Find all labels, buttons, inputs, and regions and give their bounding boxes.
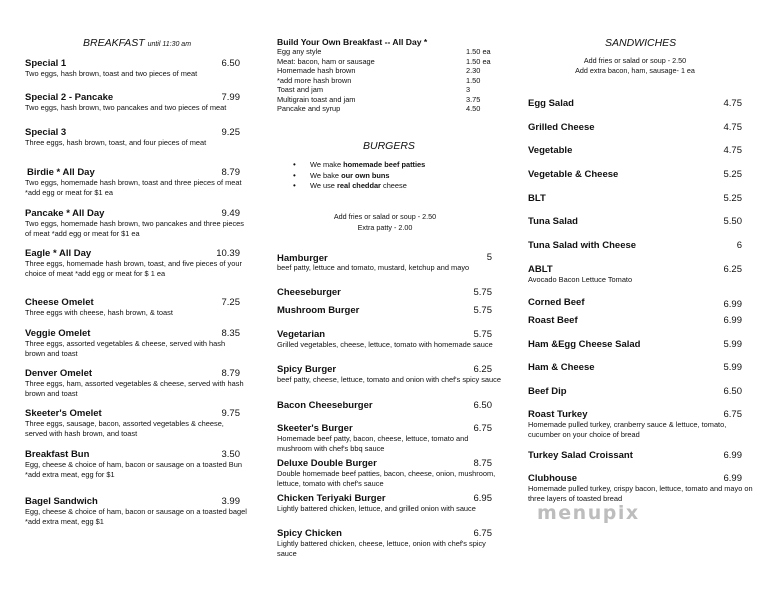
menu-item-name: Birdie * All Day [27, 167, 95, 178]
menu-item-name: Egg Salad [528, 98, 574, 109]
menu-item-price: 6.99 [723, 315, 742, 326]
menu-item-name: Cheese Omelet [25, 297, 94, 308]
build-row-price: 1.50 [466, 75, 481, 85]
menu-item-desc: beef patty, lettuce and tomato, mustard, ketchup and mayo [277, 263, 470, 272]
menu-item-name: Corned Beef [528, 297, 585, 308]
menu-item-name: BLT [528, 193, 546, 204]
menu-item-price: 8.79 [221, 167, 240, 178]
menu-item-price: 9.49 [221, 208, 240, 219]
burgers-feature-list [293, 160, 425, 192]
build-row-price: 1.50 ea [466, 47, 491, 56]
menu-item-price: 6.99 [723, 299, 742, 310]
menu-item-name: Special 3 [25, 127, 67, 138]
menu-item-price: 5.25 [723, 169, 742, 180]
build-row-label: Pancake and syrup [277, 104, 341, 113]
build-row-label: Meat: bacon, ham or sausage [277, 56, 375, 66]
menu-item-name: Bacon Cheeseburger [277, 400, 373, 411]
menu-item-desc: Three eggs, homemade hash brown, toast, and five pieces of your choice of meat *add egg or meat for $ 1 ea [25, 259, 242, 278]
menu-item-price: 5.25 [723, 193, 742, 204]
menu-item-desc: Three eggs, assorted vegetables & cheese, served with hash brown and toast [25, 339, 226, 358]
menu-item-desc: Two eggs, hash brown, toast and two pieces of meat [25, 69, 198, 78]
menu-item-name: Grilled Cheese [528, 122, 595, 133]
menu-item-price: 4.75 [723, 122, 742, 133]
menu-item-name: Breakfast Bun [25, 449, 90, 460]
menu-item-name: Spicy Burger [277, 364, 337, 375]
menu-item-desc: Homemade beef patty, bacon, cheese, lettuce, tomato and mushroom with chef's bbq sauce [277, 434, 469, 453]
build-row-label: Homemade hash brown [277, 66, 356, 75]
menu-item-desc: Two eggs, homemade hash brown, two pancakes and three pieces of meat *add egg or meat for $1 ea [25, 219, 244, 238]
menu-item-name: Vegetable & Cheese [528, 169, 619, 180]
menu-item-name: Vegetarian [277, 329, 326, 340]
menu-item-desc: Lightly battered chicken, lettuce, and grilled onion with sauce [277, 504, 476, 513]
build-row-price: 1.50 ea [466, 56, 491, 66]
menu-item-price: 6 [736, 240, 742, 251]
menu-item-price: 6.25 [473, 364, 492, 375]
menu-item-price: 7.25 [221, 297, 240, 308]
menu-item-name: Tuna Salad with Cheese [528, 240, 637, 251]
build-row-label: *add more hash brown [277, 75, 352, 85]
menu-item-price: 8.35 [221, 328, 240, 339]
menu-item-name: Clubhouse [528, 473, 578, 484]
menu-item-name: Denver Omelet [25, 368, 93, 379]
menu-item-name: ABLT [528, 264, 553, 275]
menu-item-name: Roast Beef [528, 315, 578, 326]
menu-item-price: 6.99 [723, 473, 742, 484]
menu-item-desc: Three eggs, hash brown, toast, and four pieces of meat [25, 138, 207, 147]
watermark-logo: menupix [537, 502, 640, 524]
menu-item-price: 6.95 [473, 493, 492, 504]
build-row-price: 4.50 [466, 104, 481, 113]
menu-item-price: 5.75 [473, 305, 492, 316]
menu-item-price: 8.79 [221, 368, 240, 379]
menu-item-name: Bagel Sandwich [25, 496, 98, 507]
menu-item-price: 6.50 [473, 400, 492, 411]
menu-item-name: Special 2 - Pancake [25, 92, 114, 103]
menu-item-price: 6.75 [473, 528, 492, 539]
menu-item-price: 8.75 [473, 458, 492, 469]
menu-item-price: 3.99 [221, 496, 240, 507]
menu-item-desc: Double homemade beef patties, bacon, cheese, onion, mushroom, lettuce, tomato with chef's sauce [277, 469, 496, 488]
menu-item-price: 4.75 [723, 98, 742, 109]
menu-item-price: 9.25 [221, 127, 240, 138]
menu-item-name: Special 1 [25, 58, 67, 69]
build-row-price: 3 [466, 85, 471, 94]
feature-bullet: • We make homemade beef patties [293, 160, 425, 171]
menu-item-name: Vegetable [528, 145, 573, 156]
menu-item-price: 5.99 [723, 339, 742, 350]
feature-bullet: • We use real cheddar cheese [293, 181, 425, 192]
menu-item-price: 5.75 [473, 329, 492, 340]
menu-item-desc: Egg, cheese & choice of ham, bacon or sausage on a toasted bagel *add extra meat, egg $1 [25, 507, 247, 526]
breakfast-title: BREAKFAST until 11:30 am [83, 37, 192, 49]
menu-item-price: 5.75 [473, 287, 492, 298]
menu-item-name: Cheeseburger [277, 287, 341, 298]
menu-item-price: 6.99 [723, 450, 742, 461]
menu-item-desc: Homemade pulled turkey, crispy bacon, lettuce, tomato and mayo on three layers of toasted bread [528, 484, 753, 503]
menu-item-name: Ham & Cheese [528, 362, 595, 373]
menu-item-name: Hamburger [277, 253, 328, 264]
menu-item-desc: Two eggs, homemade hash brown, toast and three pieces of meat *add egg or meat for $1 ea [25, 178, 242, 197]
menu-item-price: 3.50 [221, 449, 240, 460]
menu-item-price: 6.25 [723, 264, 742, 275]
menu-item-price: 6.50 [723, 386, 742, 397]
menu-item-name: Tuna Salad [528, 216, 578, 227]
menu-item-desc: Grilled vegetables, cheese, lettuce, tomato with homemade sauce [277, 340, 493, 349]
menu-item-price: 6.75 [473, 423, 492, 434]
menu-item-name: Mushroom Burger [277, 305, 360, 316]
feature-bullet: • We bake our own buns [293, 171, 425, 182]
build-row-price: 3.75 [466, 94, 481, 104]
menu-item-price: 4.75 [723, 145, 742, 156]
burgers-note: Add fries or salad or soup - 2.50 Extra patty - 2.00 [333, 212, 437, 232]
menu-item-price: 10.39 [216, 248, 240, 259]
build-row-price: 2.30 [466, 66, 481, 75]
build-row-label: Toast and jam [277, 85, 324, 94]
menu-item-price: 5.50 [723, 216, 742, 227]
menu-item-desc: Two eggs, hash brown, two pancakes and two pieces of meat [25, 103, 227, 112]
menu-item-price: 6.75 [723, 409, 742, 420]
build-row-label: Egg any style [277, 47, 322, 56]
menu-item-name: Skeeter's Burger [277, 423, 353, 434]
menu-item-desc: Homemade pulled turkey, cranberry sauce & lettuce, tomato, cucumber on your choice of bread [528, 420, 727, 439]
menu-item-name: Ham &Egg Cheese Salad [528, 339, 641, 350]
menu-item-price: 9.75 [221, 408, 240, 419]
menu-item-price: 5.99 [723, 362, 742, 373]
menu-item-desc: Three eggs, ham, assorted vegetables & cheese, served with hash brown and toast [25, 379, 244, 398]
menu-item-name: Chicken Teriyaki Burger [277, 493, 386, 504]
burgers-title: BURGERS [363, 140, 415, 152]
menu-item-desc: Egg, cheese & choice of ham, bacon or sausage on a toasted Bun *add extra meat, egg for $1 [25, 460, 242, 479]
menu-item-name: Eagle * All Day [25, 248, 92, 259]
menu-item-name: Roast Turkey [528, 409, 588, 420]
menu-item-desc: Avocado Bacon Lettuce Tomato [528, 275, 633, 284]
menu-item-price: 7.99 [221, 92, 240, 103]
menu-item-price: 5 [486, 252, 492, 263]
menu-item-name: Veggie Omelet [25, 328, 91, 339]
menu-item-name: Beef Dip [528, 386, 567, 397]
menu-item-name: Spicy Chicken [277, 528, 342, 539]
menu-item-desc: beef patty, cheese, lettuce, tomato and onion with chef's spicy sauce [277, 375, 501, 384]
sandwiches-title: SANDWICHES [605, 37, 677, 49]
menu-item-desc: Three eggs, sausage, bacon, assorted vegetables & cheese, served with hash brown, and toast [25, 419, 224, 438]
menu-item-desc: Lightly battered chicken, cheese, lettuce, onion with chef's spicy sauce [277, 539, 486, 558]
build-your-own-title: Build Your Own Breakfast -- All Day * [277, 37, 428, 47]
menu-item-desc: Three eggs with cheese, hash brown, & toast [25, 308, 173, 317]
sandwiches-note: Add fries or salad or soup - 2.50 Add extra bacon, ham, sausage- 1 ea [575, 56, 695, 75]
menu-item-name: Deluxe Double Burger [277, 458, 377, 469]
menu-item-name: Pancake * All Day [25, 208, 105, 219]
menu-item-name: Turkey Salad Croissant [528, 450, 633, 461]
menu-item-name: Skeeter's Omelet [25, 408, 102, 419]
menu-item-price: 6.50 [221, 58, 240, 69]
build-row-label: Multigrain toast and jam [277, 94, 356, 104]
